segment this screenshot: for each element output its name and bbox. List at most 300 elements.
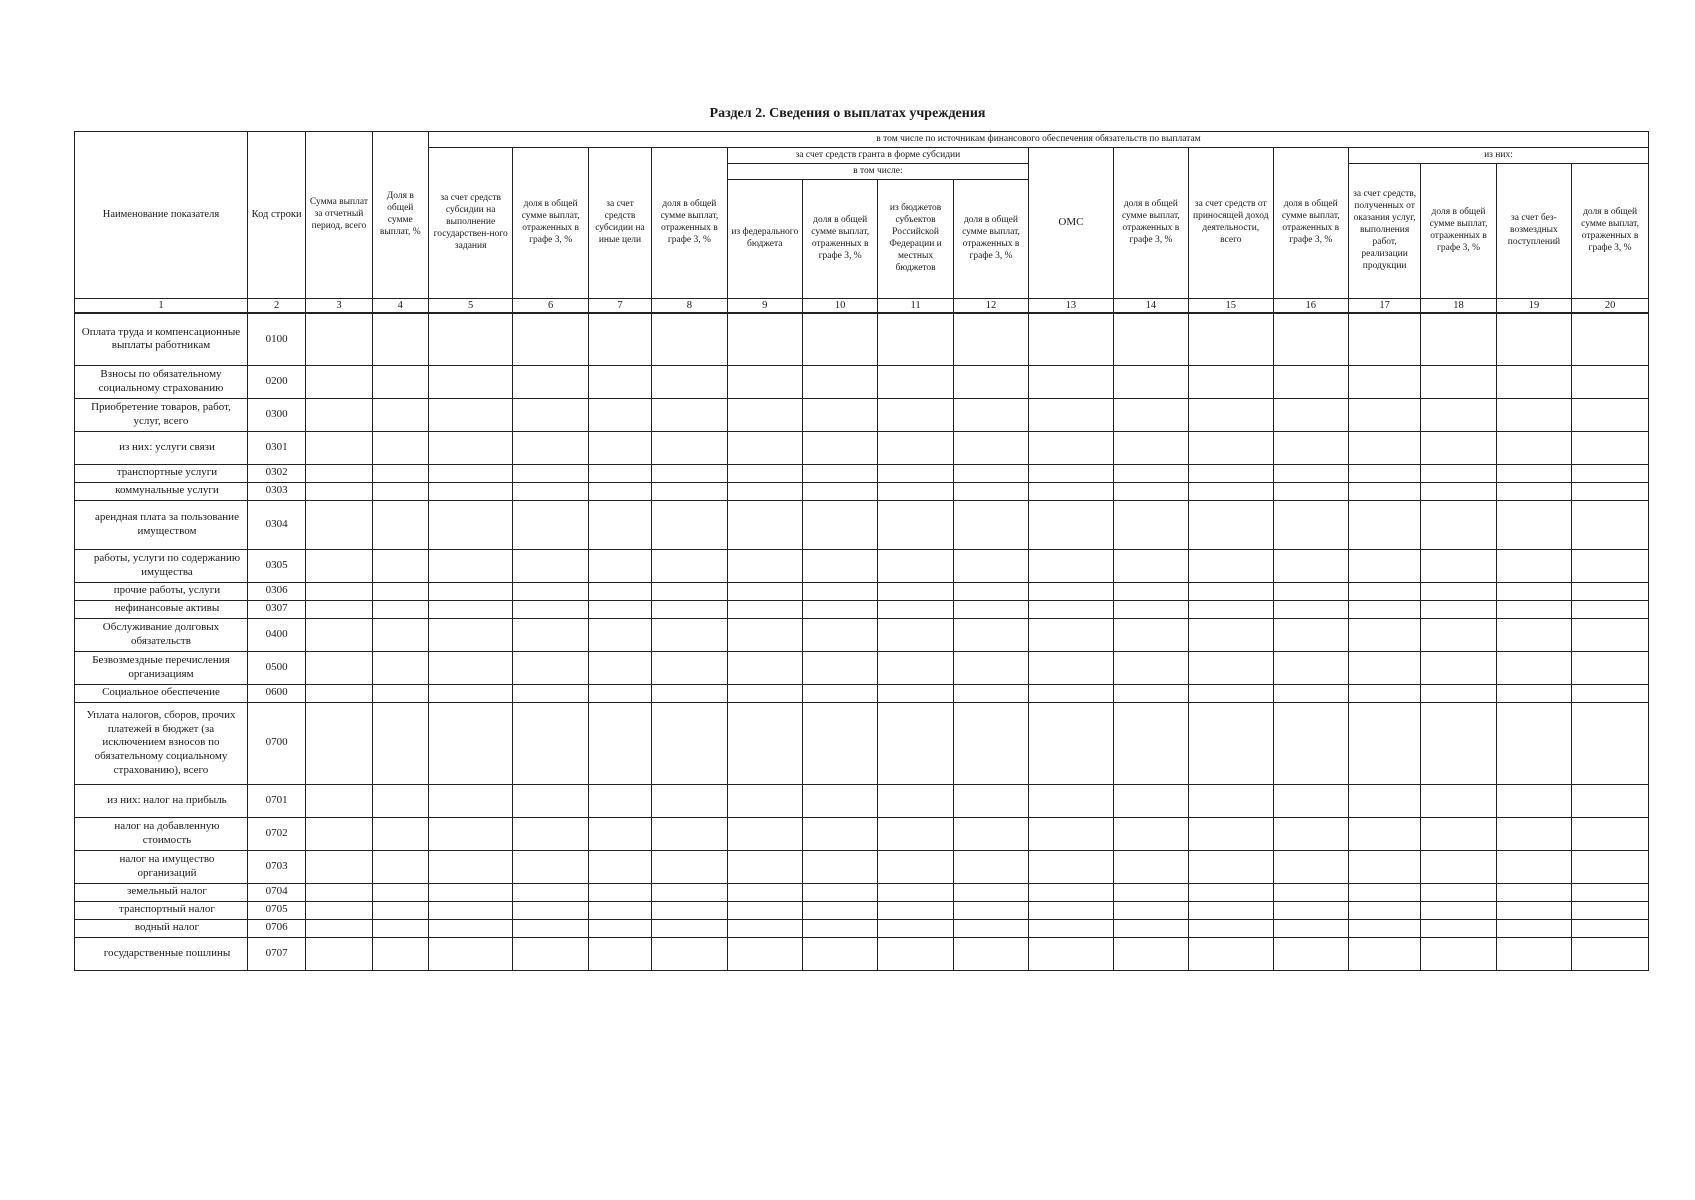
value-cell[interactable] xyxy=(1273,431,1348,464)
value-cell[interactable] xyxy=(513,365,588,398)
value-cell[interactable] xyxy=(727,651,802,684)
value-cell[interactable] xyxy=(878,850,953,883)
value-cell[interactable] xyxy=(588,684,651,702)
value-cell[interactable] xyxy=(1029,398,1113,431)
value-cell[interactable] xyxy=(878,600,953,618)
value-cell[interactable] xyxy=(1348,651,1420,684)
value-cell[interactable] xyxy=(306,901,372,919)
value-cell[interactable] xyxy=(878,464,953,482)
value-cell[interactable] xyxy=(1113,784,1188,817)
value-cell[interactable] xyxy=(878,883,953,901)
value-cell[interactable] xyxy=(1496,883,1571,901)
value-cell[interactable] xyxy=(1189,365,1273,398)
value-cell[interactable] xyxy=(428,651,512,684)
value-cell[interactable] xyxy=(1348,365,1420,398)
value-cell[interactable] xyxy=(1348,702,1420,784)
value-cell[interactable] xyxy=(306,500,372,549)
value-cell[interactable] xyxy=(1029,500,1113,549)
value-cell[interactable] xyxy=(727,482,802,500)
value-cell[interactable] xyxy=(1189,817,1273,850)
value-cell[interactable] xyxy=(372,582,428,600)
value-cell[interactable] xyxy=(1029,482,1113,500)
value-cell[interactable] xyxy=(1496,365,1571,398)
value-cell[interactable] xyxy=(1348,850,1420,883)
value-cell[interactable] xyxy=(1572,901,1649,919)
value-cell[interactable] xyxy=(1348,937,1420,970)
value-cell[interactable] xyxy=(1189,618,1273,651)
value-cell[interactable] xyxy=(306,582,372,600)
value-cell[interactable] xyxy=(372,431,428,464)
value-cell[interactable] xyxy=(428,937,512,970)
value-cell[interactable] xyxy=(1496,600,1571,618)
value-cell[interactable] xyxy=(1421,582,1496,600)
value-cell[interactable] xyxy=(1421,549,1496,582)
value-cell[interactable] xyxy=(727,500,802,549)
value-cell[interactable] xyxy=(1348,901,1420,919)
value-cell[interactable] xyxy=(372,817,428,850)
value-cell[interactable] xyxy=(1273,482,1348,500)
value-cell[interactable] xyxy=(1348,431,1420,464)
value-cell[interactable] xyxy=(1421,464,1496,482)
value-cell[interactable] xyxy=(878,582,953,600)
value-cell[interactable] xyxy=(1273,500,1348,549)
value-cell[interactable] xyxy=(372,464,428,482)
value-cell[interactable] xyxy=(1496,850,1571,883)
value-cell[interactable] xyxy=(1496,919,1571,937)
value-cell[interactable] xyxy=(878,901,953,919)
value-cell[interactable] xyxy=(1189,600,1273,618)
value-cell[interactable] xyxy=(1189,313,1273,365)
value-cell[interactable] xyxy=(1113,582,1188,600)
value-cell[interactable] xyxy=(1421,482,1496,500)
value-cell[interactable] xyxy=(306,919,372,937)
value-cell[interactable] xyxy=(1496,702,1571,784)
value-cell[interactable] xyxy=(652,398,727,431)
value-cell[interactable] xyxy=(306,937,372,970)
value-cell[interactable] xyxy=(1421,313,1496,365)
value-cell[interactable] xyxy=(588,702,651,784)
value-cell[interactable] xyxy=(1572,702,1649,784)
value-cell[interactable] xyxy=(1348,549,1420,582)
value-cell[interactable] xyxy=(878,482,953,500)
value-cell[interactable] xyxy=(306,365,372,398)
value-cell[interactable] xyxy=(1189,937,1273,970)
value-cell[interactable] xyxy=(1029,817,1113,850)
value-cell[interactable] xyxy=(428,549,512,582)
value-cell[interactable] xyxy=(1348,600,1420,618)
value-cell[interactable] xyxy=(953,850,1028,883)
value-cell[interactable] xyxy=(1113,431,1188,464)
value-cell[interactable] xyxy=(1421,431,1496,464)
value-cell[interactable] xyxy=(878,549,953,582)
value-cell[interactable] xyxy=(306,618,372,651)
value-cell[interactable] xyxy=(588,431,651,464)
value-cell[interactable] xyxy=(953,313,1028,365)
value-cell[interactable] xyxy=(802,684,877,702)
value-cell[interactable] xyxy=(727,582,802,600)
value-cell[interactable] xyxy=(1496,901,1571,919)
value-cell[interactable] xyxy=(306,702,372,784)
value-cell[interactable] xyxy=(588,582,651,600)
value-cell[interactable] xyxy=(1496,684,1571,702)
value-cell[interactable] xyxy=(428,398,512,431)
value-cell[interactable] xyxy=(1113,817,1188,850)
value-cell[interactable] xyxy=(1348,482,1420,500)
value-cell[interactable] xyxy=(1029,582,1113,600)
value-cell[interactable] xyxy=(513,600,588,618)
value-cell[interactable] xyxy=(513,651,588,684)
value-cell[interactable] xyxy=(588,784,651,817)
value-cell[interactable] xyxy=(652,618,727,651)
value-cell[interactable] xyxy=(652,500,727,549)
value-cell[interactable] xyxy=(1496,549,1571,582)
value-cell[interactable] xyxy=(802,817,877,850)
value-cell[interactable] xyxy=(727,684,802,702)
value-cell[interactable] xyxy=(1421,919,1496,937)
value-cell[interactable] xyxy=(1113,398,1188,431)
value-cell[interactable] xyxy=(372,600,428,618)
value-cell[interactable] xyxy=(953,919,1028,937)
value-cell[interactable] xyxy=(588,549,651,582)
value-cell[interactable] xyxy=(802,582,877,600)
value-cell[interactable] xyxy=(953,817,1028,850)
value-cell[interactable] xyxy=(428,582,512,600)
value-cell[interactable] xyxy=(1273,618,1348,651)
value-cell[interactable] xyxy=(372,398,428,431)
value-cell[interactable] xyxy=(1572,919,1649,937)
value-cell[interactable] xyxy=(1572,651,1649,684)
value-cell[interactable] xyxy=(1348,618,1420,651)
value-cell[interactable] xyxy=(802,365,877,398)
value-cell[interactable] xyxy=(1421,817,1496,850)
value-cell[interactable] xyxy=(802,464,877,482)
value-cell[interactable] xyxy=(727,464,802,482)
value-cell[interactable] xyxy=(652,651,727,684)
value-cell[interactable] xyxy=(428,850,512,883)
value-cell[interactable] xyxy=(1348,313,1420,365)
value-cell[interactable] xyxy=(953,464,1028,482)
value-cell[interactable] xyxy=(372,784,428,817)
value-cell[interactable] xyxy=(727,702,802,784)
value-cell[interactable] xyxy=(513,919,588,937)
value-cell[interactable] xyxy=(1189,500,1273,549)
value-cell[interactable] xyxy=(953,431,1028,464)
value-cell[interactable] xyxy=(802,431,877,464)
value-cell[interactable] xyxy=(1421,883,1496,901)
value-cell[interactable] xyxy=(1348,784,1420,817)
value-cell[interactable] xyxy=(953,398,1028,431)
value-cell[interactable] xyxy=(878,431,953,464)
value-cell[interactable] xyxy=(1189,464,1273,482)
value-cell[interactable] xyxy=(372,313,428,365)
value-cell[interactable] xyxy=(1496,937,1571,970)
value-cell[interactable] xyxy=(428,464,512,482)
value-cell[interactable] xyxy=(802,702,877,784)
value-cell[interactable] xyxy=(1189,919,1273,937)
value-cell[interactable] xyxy=(1189,431,1273,464)
value-cell[interactable] xyxy=(1189,549,1273,582)
value-cell[interactable] xyxy=(727,901,802,919)
value-cell[interactable] xyxy=(1572,684,1649,702)
value-cell[interactable] xyxy=(1496,618,1571,651)
value-cell[interactable] xyxy=(953,901,1028,919)
value-cell[interactable] xyxy=(588,817,651,850)
value-cell[interactable] xyxy=(802,618,877,651)
value-cell[interactable] xyxy=(588,883,651,901)
value-cell[interactable] xyxy=(652,901,727,919)
value-cell[interactable] xyxy=(1029,919,1113,937)
value-cell[interactable] xyxy=(428,365,512,398)
value-cell[interactable] xyxy=(953,500,1028,549)
value-cell[interactable] xyxy=(1273,651,1348,684)
value-cell[interactable] xyxy=(428,618,512,651)
value-cell[interactable] xyxy=(1348,919,1420,937)
value-cell[interactable] xyxy=(306,600,372,618)
value-cell[interactable] xyxy=(1113,500,1188,549)
value-cell[interactable] xyxy=(1189,651,1273,684)
value-cell[interactable] xyxy=(372,500,428,549)
value-cell[interactable] xyxy=(1113,883,1188,901)
value-cell[interactable] xyxy=(513,500,588,549)
value-cell[interactable] xyxy=(372,618,428,651)
value-cell[interactable] xyxy=(1029,618,1113,651)
value-cell[interactable] xyxy=(1572,500,1649,549)
value-cell[interactable] xyxy=(1572,482,1649,500)
value-cell[interactable] xyxy=(1113,600,1188,618)
value-cell[interactable] xyxy=(878,937,953,970)
value-cell[interactable] xyxy=(652,817,727,850)
value-cell[interactable] xyxy=(306,850,372,883)
value-cell[interactable] xyxy=(1113,919,1188,937)
value-cell[interactable] xyxy=(1113,482,1188,500)
value-cell[interactable] xyxy=(428,883,512,901)
value-cell[interactable] xyxy=(1029,431,1113,464)
value-cell[interactable] xyxy=(1273,784,1348,817)
value-cell[interactable] xyxy=(878,500,953,549)
value-cell[interactable] xyxy=(1572,600,1649,618)
value-cell[interactable] xyxy=(802,784,877,817)
value-cell[interactable] xyxy=(588,398,651,431)
value-cell[interactable] xyxy=(1273,919,1348,937)
value-cell[interactable] xyxy=(1029,850,1113,883)
value-cell[interactable] xyxy=(802,651,877,684)
value-cell[interactable] xyxy=(588,937,651,970)
value-cell[interactable] xyxy=(1421,901,1496,919)
value-cell[interactable] xyxy=(1421,784,1496,817)
value-cell[interactable] xyxy=(652,784,727,817)
value-cell[interactable] xyxy=(953,651,1028,684)
value-cell[interactable] xyxy=(652,702,727,784)
value-cell[interactable] xyxy=(1029,651,1113,684)
value-cell[interactable] xyxy=(513,464,588,482)
value-cell[interactable] xyxy=(306,883,372,901)
value-cell[interactable] xyxy=(1113,651,1188,684)
value-cell[interactable] xyxy=(878,398,953,431)
value-cell[interactable] xyxy=(1113,850,1188,883)
value-cell[interactable] xyxy=(513,850,588,883)
value-cell[interactable] xyxy=(878,684,953,702)
value-cell[interactable] xyxy=(588,618,651,651)
value-cell[interactable] xyxy=(878,313,953,365)
value-cell[interactable] xyxy=(802,850,877,883)
value-cell[interactable] xyxy=(588,850,651,883)
value-cell[interactable] xyxy=(802,313,877,365)
value-cell[interactable] xyxy=(306,398,372,431)
value-cell[interactable] xyxy=(1189,398,1273,431)
value-cell[interactable] xyxy=(1029,684,1113,702)
value-cell[interactable] xyxy=(588,919,651,937)
value-cell[interactable] xyxy=(1113,901,1188,919)
value-cell[interactable] xyxy=(588,464,651,482)
value-cell[interactable] xyxy=(306,784,372,817)
value-cell[interactable] xyxy=(428,600,512,618)
value-cell[interactable] xyxy=(1496,784,1571,817)
value-cell[interactable] xyxy=(727,817,802,850)
value-cell[interactable] xyxy=(428,817,512,850)
value-cell[interactable] xyxy=(372,919,428,937)
value-cell[interactable] xyxy=(372,651,428,684)
value-cell[interactable] xyxy=(652,431,727,464)
value-cell[interactable] xyxy=(652,883,727,901)
value-cell[interactable] xyxy=(372,901,428,919)
value-cell[interactable] xyxy=(1273,817,1348,850)
value-cell[interactable] xyxy=(1029,883,1113,901)
value-cell[interactable] xyxy=(306,817,372,850)
value-cell[interactable] xyxy=(1029,549,1113,582)
value-cell[interactable] xyxy=(652,313,727,365)
value-cell[interactable] xyxy=(1273,582,1348,600)
value-cell[interactable] xyxy=(1572,549,1649,582)
value-cell[interactable] xyxy=(513,901,588,919)
value-cell[interactable] xyxy=(1029,702,1113,784)
value-cell[interactable] xyxy=(1572,817,1649,850)
value-cell[interactable] xyxy=(727,600,802,618)
value-cell[interactable] xyxy=(953,365,1028,398)
value-cell[interactable] xyxy=(513,937,588,970)
value-cell[interactable] xyxy=(1273,549,1348,582)
value-cell[interactable] xyxy=(1113,313,1188,365)
value-cell[interactable] xyxy=(1273,600,1348,618)
value-cell[interactable] xyxy=(652,482,727,500)
value-cell[interactable] xyxy=(1113,549,1188,582)
value-cell[interactable] xyxy=(1572,618,1649,651)
value-cell[interactable] xyxy=(372,883,428,901)
value-cell[interactable] xyxy=(1496,582,1571,600)
value-cell[interactable] xyxy=(727,398,802,431)
value-cell[interactable] xyxy=(953,684,1028,702)
value-cell[interactable] xyxy=(878,365,953,398)
value-cell[interactable] xyxy=(1421,937,1496,970)
value-cell[interactable] xyxy=(1189,582,1273,600)
value-cell[interactable] xyxy=(1029,313,1113,365)
value-cell[interactable] xyxy=(1421,600,1496,618)
value-cell[interactable] xyxy=(306,313,372,365)
value-cell[interactable] xyxy=(1113,365,1188,398)
value-cell[interactable] xyxy=(652,850,727,883)
value-cell[interactable] xyxy=(1421,398,1496,431)
value-cell[interactable] xyxy=(1572,365,1649,398)
value-cell[interactable] xyxy=(1189,901,1273,919)
value-cell[interactable] xyxy=(1273,937,1348,970)
value-cell[interactable] xyxy=(372,549,428,582)
value-cell[interactable] xyxy=(428,431,512,464)
value-cell[interactable] xyxy=(652,365,727,398)
value-cell[interactable] xyxy=(727,784,802,817)
value-cell[interactable] xyxy=(1273,850,1348,883)
value-cell[interactable] xyxy=(306,464,372,482)
value-cell[interactable] xyxy=(1348,684,1420,702)
value-cell[interactable] xyxy=(1496,431,1571,464)
value-cell[interactable] xyxy=(1572,850,1649,883)
value-cell[interactable] xyxy=(1572,431,1649,464)
value-cell[interactable] xyxy=(372,365,428,398)
value-cell[interactable] xyxy=(727,919,802,937)
value-cell[interactable] xyxy=(802,482,877,500)
value-cell[interactable] xyxy=(513,398,588,431)
value-cell[interactable] xyxy=(1572,398,1649,431)
value-cell[interactable] xyxy=(878,618,953,651)
value-cell[interactable] xyxy=(428,919,512,937)
value-cell[interactable] xyxy=(372,702,428,784)
value-cell[interactable] xyxy=(588,651,651,684)
value-cell[interactable] xyxy=(878,919,953,937)
value-cell[interactable] xyxy=(1421,500,1496,549)
value-cell[interactable] xyxy=(1421,684,1496,702)
value-cell[interactable] xyxy=(953,549,1028,582)
value-cell[interactable] xyxy=(1189,784,1273,817)
value-cell[interactable] xyxy=(1273,464,1348,482)
value-cell[interactable] xyxy=(1496,482,1571,500)
value-cell[interactable] xyxy=(1496,500,1571,549)
value-cell[interactable] xyxy=(802,600,877,618)
value-cell[interactable] xyxy=(306,482,372,500)
value-cell[interactable] xyxy=(1029,365,1113,398)
value-cell[interactable] xyxy=(372,684,428,702)
value-cell[interactable] xyxy=(727,937,802,970)
value-cell[interactable] xyxy=(513,482,588,500)
value-cell[interactable] xyxy=(1113,618,1188,651)
value-cell[interactable] xyxy=(513,784,588,817)
value-cell[interactable] xyxy=(1113,702,1188,784)
value-cell[interactable] xyxy=(1348,464,1420,482)
value-cell[interactable] xyxy=(1029,937,1113,970)
value-cell[interactable] xyxy=(802,919,877,937)
value-cell[interactable] xyxy=(428,500,512,549)
value-cell[interactable] xyxy=(953,482,1028,500)
value-cell[interactable] xyxy=(428,313,512,365)
value-cell[interactable] xyxy=(1421,850,1496,883)
value-cell[interactable] xyxy=(513,684,588,702)
value-cell[interactable] xyxy=(802,883,877,901)
value-cell[interactable] xyxy=(1273,313,1348,365)
value-cell[interactable] xyxy=(652,549,727,582)
value-cell[interactable] xyxy=(652,464,727,482)
value-cell[interactable] xyxy=(652,919,727,937)
value-cell[interactable] xyxy=(1113,684,1188,702)
value-cell[interactable] xyxy=(1496,313,1571,365)
value-cell[interactable] xyxy=(1029,784,1113,817)
value-cell[interactable] xyxy=(652,600,727,618)
value-cell[interactable] xyxy=(513,618,588,651)
value-cell[interactable] xyxy=(1572,883,1649,901)
value-cell[interactable] xyxy=(428,482,512,500)
value-cell[interactable] xyxy=(802,937,877,970)
value-cell[interactable] xyxy=(513,549,588,582)
value-cell[interactable] xyxy=(878,651,953,684)
value-cell[interactable] xyxy=(953,702,1028,784)
value-cell[interactable] xyxy=(953,937,1028,970)
value-cell[interactable] xyxy=(727,850,802,883)
